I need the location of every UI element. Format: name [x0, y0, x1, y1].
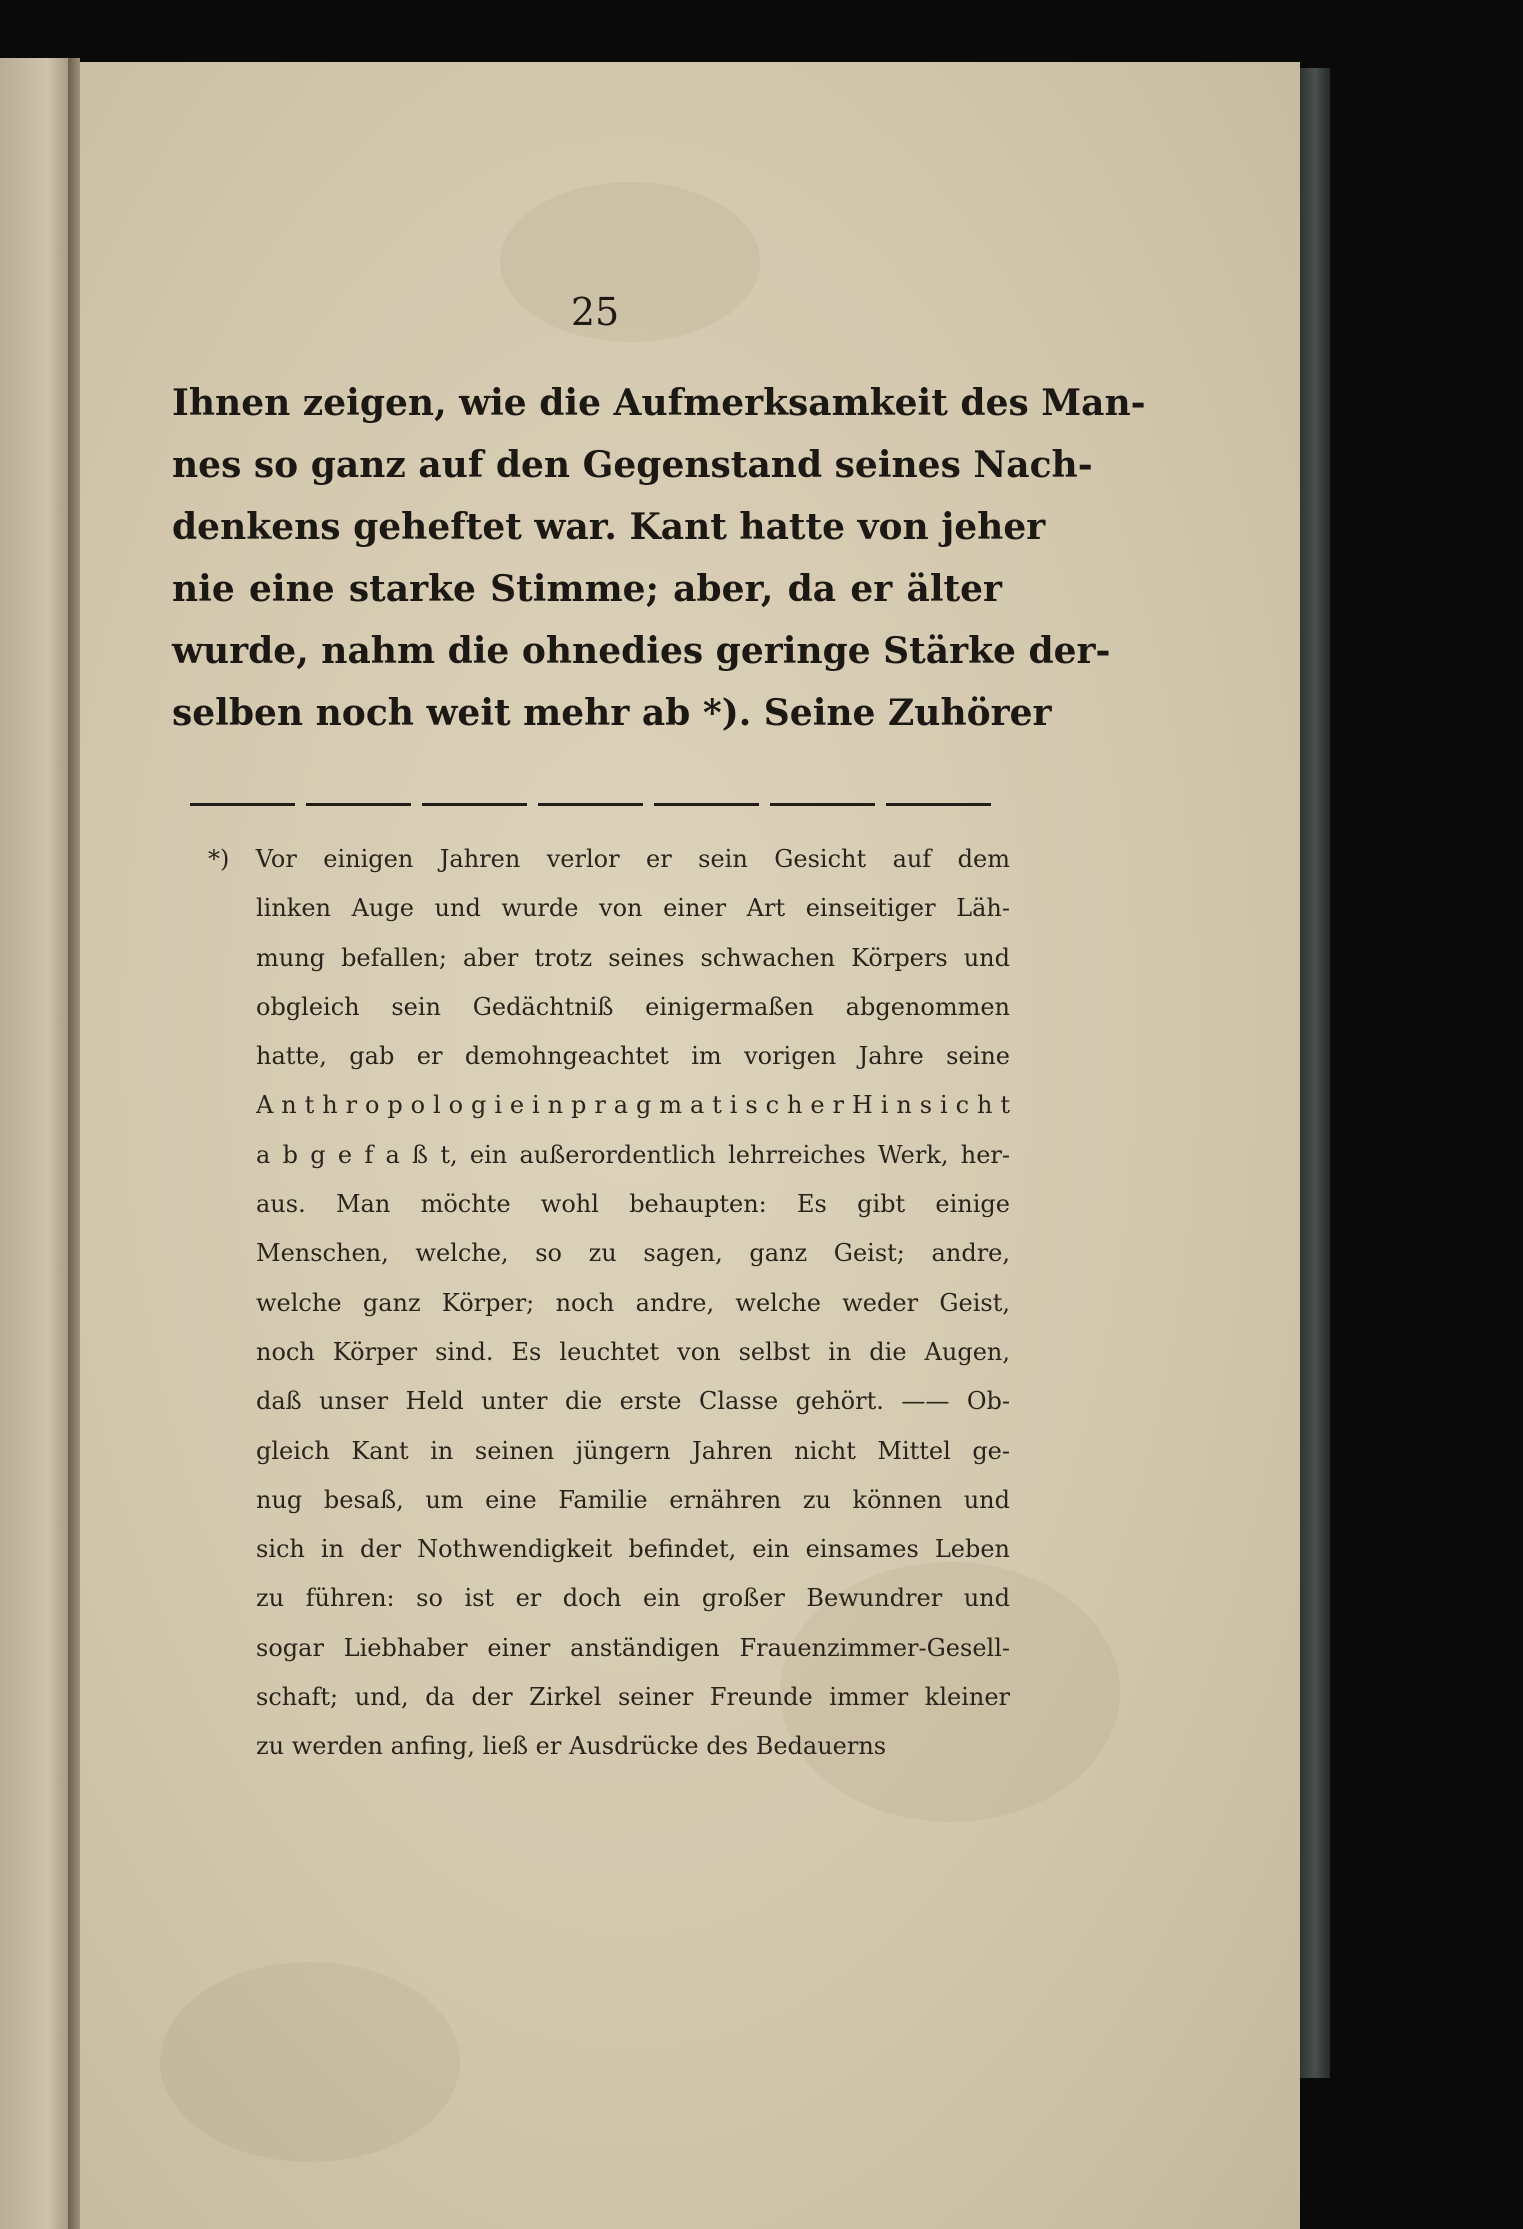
footnote-line: schaft; und, da der Zirkel seiner Freunde immer kleiner	[256, 1683, 1010, 1712]
text-line: wurde, nahm die ohnedies geringe Stärke der-	[172, 630, 1111, 672]
text-line: Ihnen zeigen, wie die Aufmerksamkeit des Man-	[172, 382, 1146, 424]
text-line: nes so ganz auf den Gegenstand seines Nach-	[172, 444, 1093, 486]
footnote-line: linken Auge und wurde von einer Art einseitiger Läh-	[256, 894, 1010, 923]
main-text-block	[172, 372, 1146, 744]
footnote-line: gleich Kant in seinen jüngern Jahren nicht Mittel ge-	[256, 1436, 1010, 1465]
text-line: denkens geheftet war. Kant hatte von jeher	[172, 506, 1046, 548]
facing-page-edge	[0, 58, 68, 2229]
footnote-line: Menschen, welche, so zu sagen, ganz Geist; andre,	[256, 1239, 1010, 1268]
footnote-line: sich in der Nothwendigkeit befindet, ein einsames Leben	[256, 1535, 1010, 1564]
footnote-line: A n t h r o p o l o g i e i n p r a g m a t i s c h e r H i n s i c h t	[256, 1091, 1010, 1120]
footnote-line: aus. Man möchte wohl behaupten: Es gibt einige	[256, 1190, 1010, 1219]
footnote-line: obgleich sein Gedächtniß einigermaßen abgenommen	[256, 992, 1010, 1021]
footnote-line: hatte, gab er demohngeachtet im vorigen Jahre seine	[256, 1042, 1010, 1071]
footnote-line: a b g e f a ß t, ein außerordentlich lehrreiches Werk, her-	[256, 1140, 1010, 1169]
footnote-line: zu werden anfing, ließ er Ausdrücke des Bedauerns	[256, 1732, 887, 1761]
footnote-line: sogar Liebhaber einer anständigen Frauenzimmer-Gesell-	[256, 1633, 1010, 1662]
paper-stain	[500, 182, 760, 342]
footnote-block	[208, 835, 1010, 1772]
text-line: nie eine starke Stimme; aber, da er älter	[172, 568, 1002, 610]
page-edge-binding	[1300, 68, 1330, 2078]
footnote-line: noch Körper sind. Es leuchtet von selbst in die Augen,	[256, 1337, 1010, 1366]
footnote-line: zu führen: so ist er doch ein großer Bewundrer und	[256, 1584, 1010, 1613]
book-gutter	[68, 58, 80, 2229]
text-line: selben noch weit mehr ab *). Seine Zuhörer	[172, 692, 1052, 734]
footnote-separator-rule	[190, 803, 1000, 806]
page-number: 25	[570, 290, 620, 334]
footnote-line: daß unser Held unter die erste Classe gehört. —— Ob-	[256, 1387, 1010, 1416]
footnote-line: nug besaß, um eine Familie ernähren zu können und	[256, 1485, 1010, 1514]
footnote-line: welche ganz Körper; noch andre, welche weder Geist,	[256, 1288, 1010, 1317]
footnote-line: mung befallen; aber trotz seines schwachen Körpers und	[256, 943, 1010, 972]
paper-stain	[160, 1962, 460, 2162]
footnote-line: *) Vor einigen Jahren verlor er sein Gesicht auf dem	[208, 845, 1010, 873]
